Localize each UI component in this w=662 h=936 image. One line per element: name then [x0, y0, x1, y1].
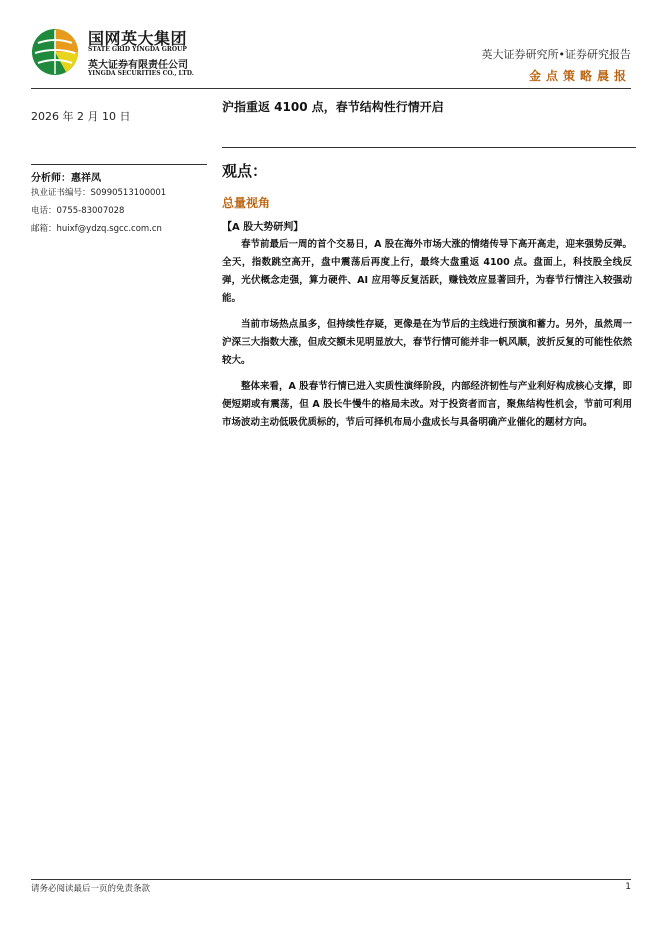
logo-group-name: 国网英大集团	[88, 29, 188, 48]
body-paragraph: 整体来看，A 股春节行情已进入实质性演绎阶段，内部经济韧性与产业利好构成核心支撑，即便短期或有震荡，但 A 股长牛慢牛的格局未改。对于投资者而言，聚焦结构性机会，节前可利用市场波动主动低吸优质标的，节后可择机布局小盘成长与具备明确产业催化的题材方向。	[222, 381, 632, 428]
analyst-email: 邮箱：huixf@ydzq.sgcc.com.cn	[31, 224, 162, 234]
report-title: 沪指重返 4100 点，春节结构性行情开启	[222, 100, 444, 114]
report-date: 2026 年 2 月 10 日	[31, 110, 131, 123]
footer-divider	[31, 879, 631, 880]
topic-tag: 【A 股大势研判】	[222, 222, 304, 233]
company-name-en: YINGDA SECURITIES CO., LTD.	[88, 70, 194, 77]
header-divider	[31, 88, 631, 89]
subheading: 总量视角	[222, 196, 271, 210]
section-heading: 观点：	[222, 162, 268, 180]
body-text	[222, 236, 632, 440]
company-logo-icon	[30, 27, 80, 77]
analyst-cert-number: 执业证书编号：S0990513100001	[31, 188, 167, 198]
analyst-phone: 电话：0755-83007028	[31, 206, 125, 216]
logo-group-name-en: STATE GRID YINGDA GROUP	[88, 46, 187, 53]
section-divider	[222, 147, 636, 148]
body-paragraph: 当前市场热点虽多，但持续性存疑，更像是在为节后的主线进行预演和蓄力。另外，虽然周一沪深三大指数大涨，但成交额未见明显放大，春节行情可能并非一帆风顺，波折反复的可能性依然较大。	[222, 319, 632, 366]
analyst-name: 分析师：惠祥凤	[31, 173, 101, 184]
report-series-label: 金点策略晨报	[528, 69, 631, 83]
institute-label: 英大证券研究所•证券研究报告	[481, 48, 631, 61]
disclaimer-note: 请务必阅读最后一页的免责条款	[31, 884, 151, 894]
sidebar-divider	[31, 164, 207, 165]
body-paragraph: 春节前最后一周的首个交易日，A 股在海外市场大涨的情绪传导下高开高走，迎来强势反弹。全天，指数跳空高开，盘中震荡后再度上行，最终大盘重返 4100 点。盘面上，科技股全线反弹，光伏概念走强，算力硬件、AI 应用等反复活跃，赚钱效应显著回升，为春节行情注入较强动能。	[222, 239, 632, 304]
company-name: 英大证券有限责任公司	[88, 60, 188, 71]
page-number: 1	[625, 882, 631, 892]
